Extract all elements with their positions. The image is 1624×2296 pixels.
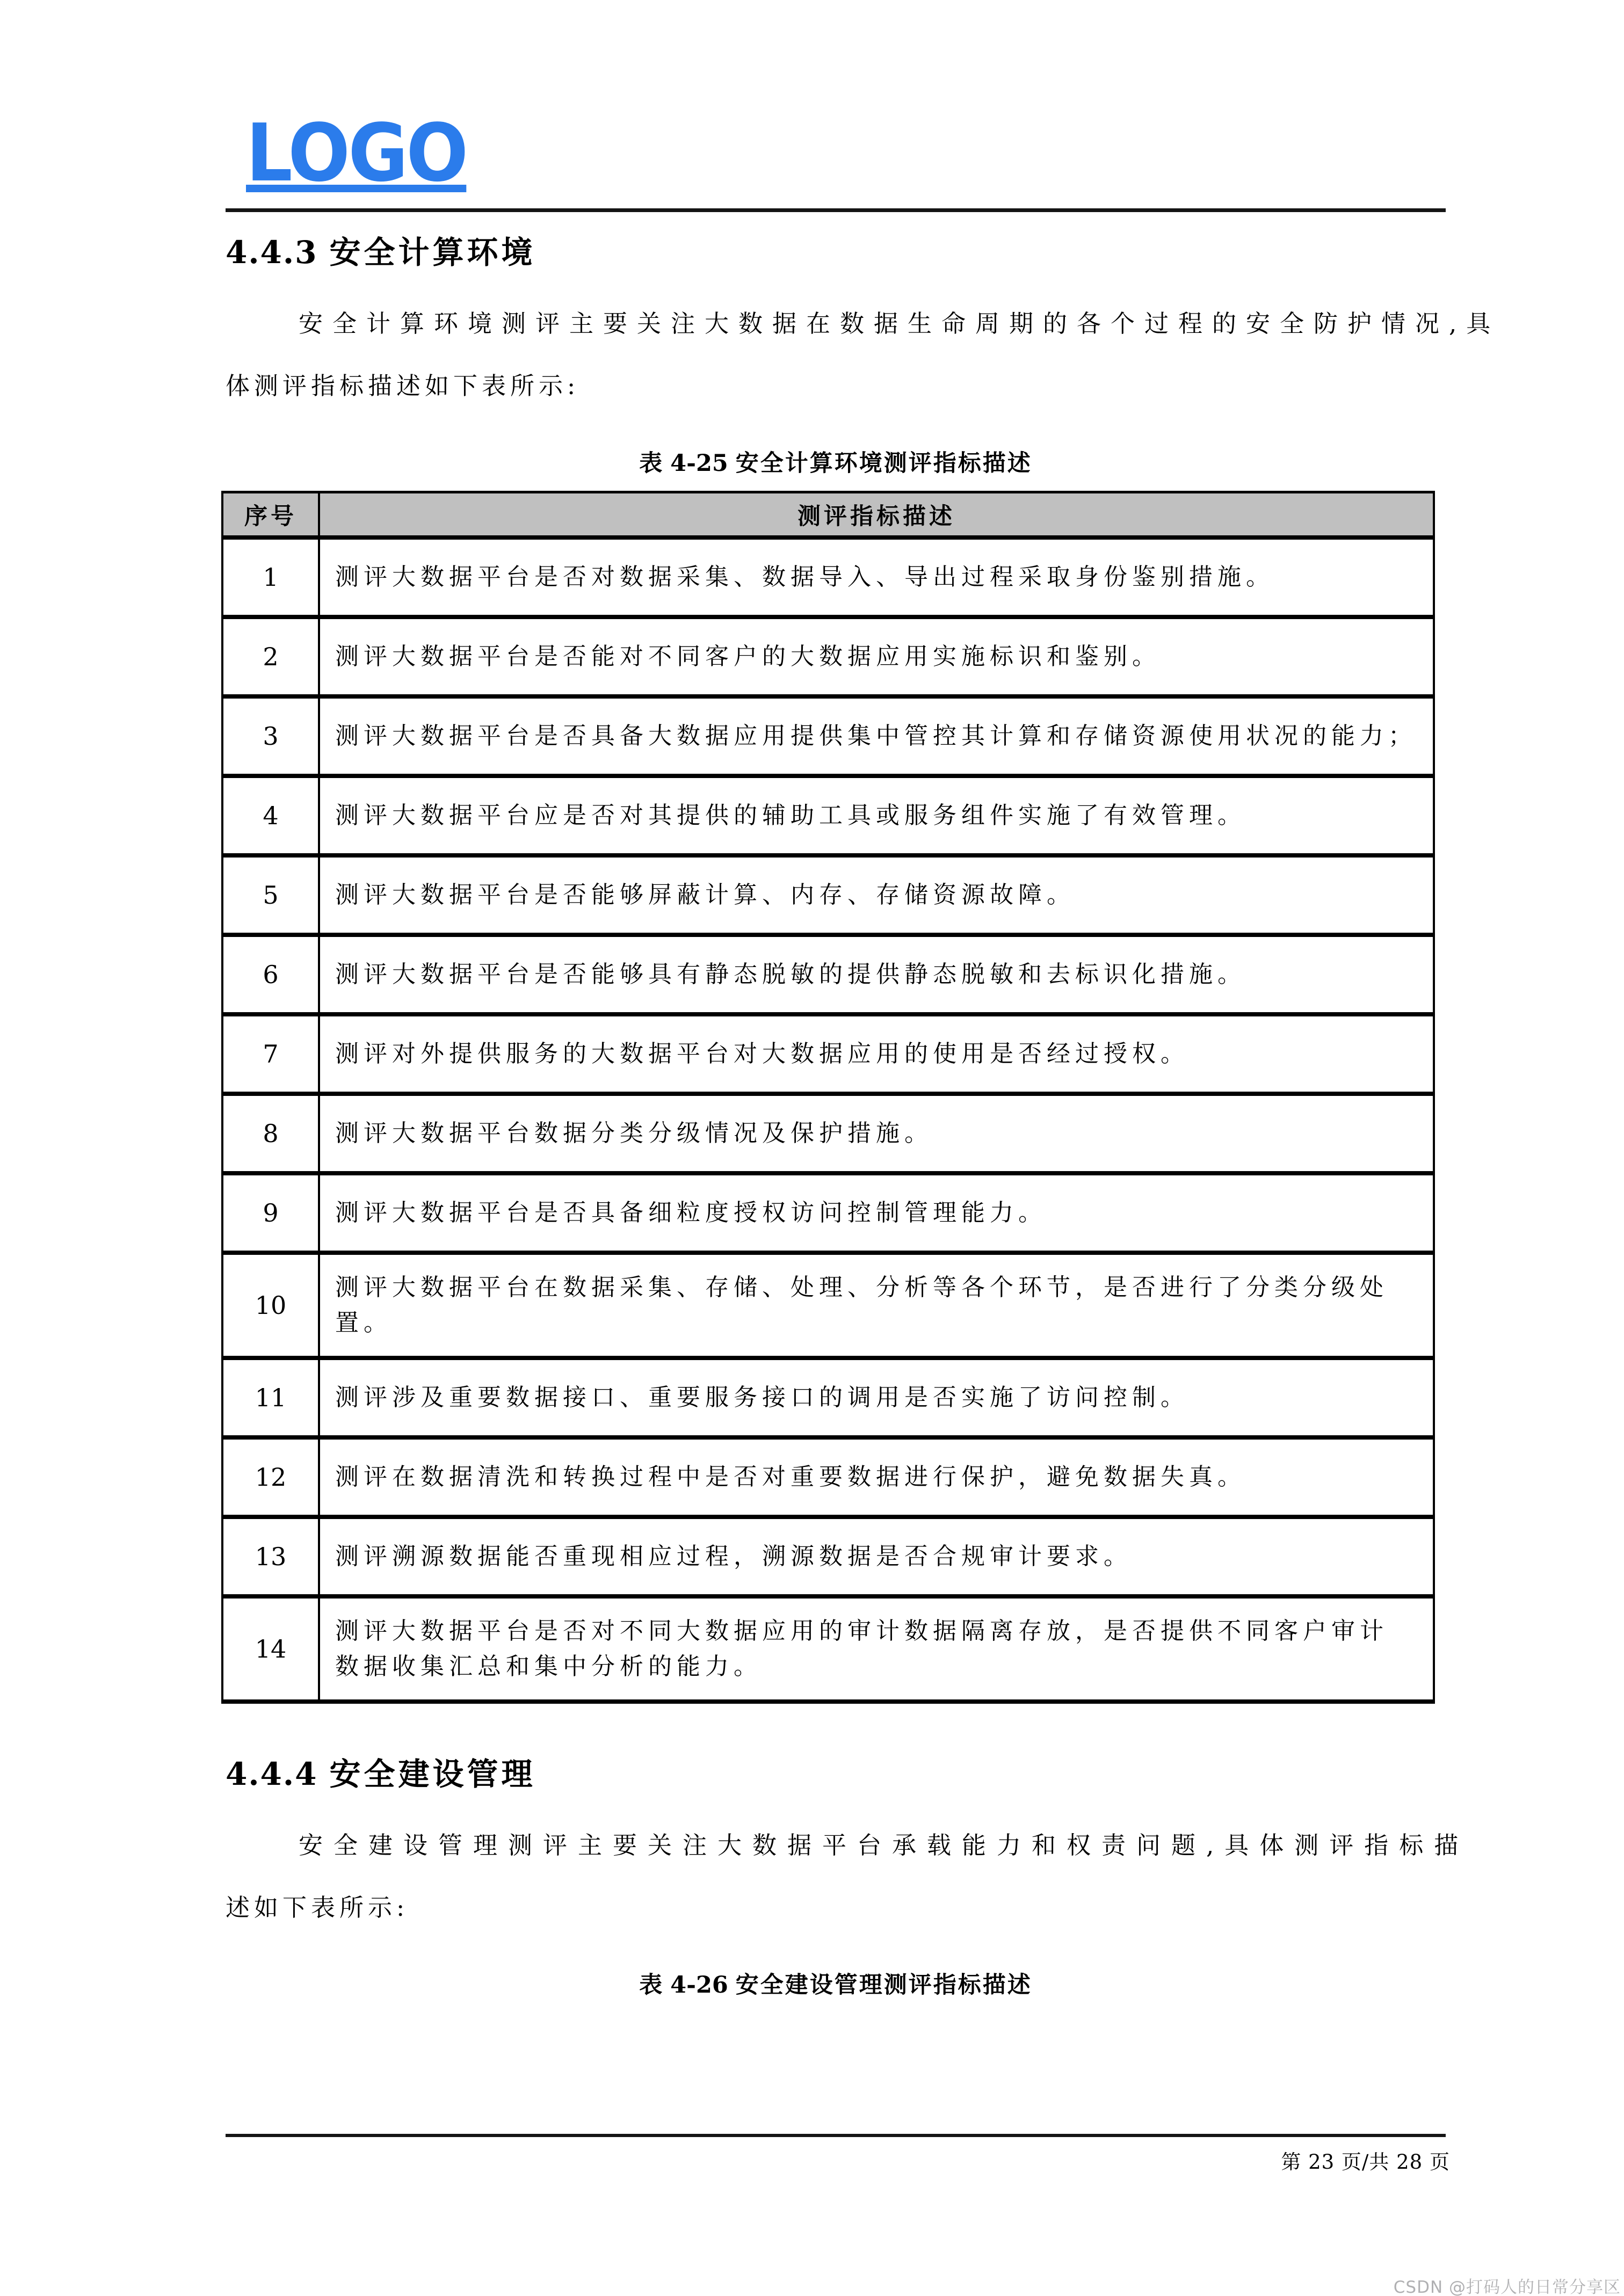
table-row: [222, 1437, 1434, 1517]
row-number-cell: 14: [222, 1596, 319, 1702]
description-line: 测评大数据平台是否具备大数据应用提供集中管控其计算和存储资源使用状况的能力；: [335, 722, 1417, 750]
table-header-row: [222, 492, 1434, 538]
paragraph-line: 体测评指标描述如下表所示:: [226, 372, 580, 400]
row-number-cell: 4: [222, 776, 319, 855]
table-row: [222, 696, 1434, 776]
table-row: [222, 1253, 1434, 1358]
row-description-cell: [319, 1094, 1434, 1173]
footer-divider: [226, 2134, 1446, 2137]
row-number-cell: 5: [222, 855, 319, 935]
column-header-description: 测评指标描述: [319, 492, 1434, 538]
csdn-watermark: CSDN @打码人的日常分享区: [1393, 2278, 1621, 2296]
row-description-cell: [319, 1358, 1434, 1437]
row-number-cell: 2: [222, 617, 319, 696]
description-line: 测评大数据平台数据分类分级情况及保护措施。: [335, 1120, 933, 1147]
table-row: [222, 1094, 1434, 1173]
page-number: 第 23 页/共 28 页: [1281, 2150, 1450, 2174]
column-header-no: 序号: [222, 492, 319, 538]
table-row: [222, 776, 1434, 855]
row-number-cell: 6: [222, 935, 319, 1014]
evaluation-indicator-table: [221, 491, 1435, 1704]
row-description-cell: [319, 537, 1434, 617]
row-description-cell: [319, 1253, 1434, 1358]
row-number-cell: 1: [222, 537, 319, 617]
table-row: [222, 855, 1434, 935]
description-line: 测评大数据平台应是否对其提供的辅助工具或服务组件实施了有效管理。: [335, 802, 1246, 829]
description-line: 测评溯源数据能否重现相应过程，溯源数据是否合规审计要求。: [335, 1543, 1132, 1570]
table-row: [222, 1014, 1434, 1094]
description-line: 数据收集汇总和集中分析的能力。: [335, 1653, 762, 1680]
row-description-cell: [319, 696, 1434, 776]
description-line: 测评大数据平台是否能够具有静态脱敏的提供静态脱敏和去标识化措施。: [335, 961, 1246, 988]
section-number: 4.4.4: [226, 1756, 318, 1792]
row-description-cell: [319, 1596, 1434, 1702]
description-line: 测评大数据平台是否对数据采集、数据导入、导出过程采取身份鉴别措施。: [335, 563, 1274, 591]
description-line: 测评在数据清洗和转换过程中是否对重要数据进行保护，避免数据失真。: [335, 1463, 1246, 1491]
row-number-cell: 8: [222, 1094, 319, 1173]
description-line: 测评大数据平台是否具备细粒度授权访问控制管理能力。: [335, 1199, 1047, 1226]
row-number-cell: 3: [222, 696, 319, 776]
table-4-25-caption: [226, 445, 1446, 478]
section-title: 安全计算环境: [329, 234, 536, 271]
table-row: [222, 1596, 1434, 1702]
section-heading-4-4-4: [226, 1749, 1624, 1794]
row-number-cell: 10: [222, 1253, 319, 1358]
section-4-4-3-paragraph: [226, 293, 1500, 417]
table-row: [222, 1173, 1434, 1253]
section-title: 安全建设管理: [329, 1756, 536, 1792]
row-description-cell: [319, 1437, 1434, 1517]
row-description-cell: [319, 776, 1434, 855]
description-line: 测评大数据平台是否对不同大数据应用的审计数据隔离存放，是否提供不同客户审计: [335, 1617, 1388, 1645]
description-line: 置。: [335, 1309, 392, 1336]
section-number: 4.4.3: [226, 234, 318, 271]
table-caption-title: 安全建设管理测评指标描述: [735, 1972, 1032, 1999]
paragraph-line: 述如下表所示:: [226, 1893, 409, 1922]
paragraph-line: 安全建设管理测评主要关注大数据平台承载能力和权责问题,具体测评指标描: [299, 1831, 1469, 1859]
row-description-cell: [319, 1173, 1434, 1253]
description-line: 测评大数据平台是否能对不同客户的大数据应用实施标识和鉴别。: [335, 643, 1161, 670]
row-description-cell: [319, 617, 1434, 696]
row-description-cell: [319, 1014, 1434, 1094]
logo: [246, 107, 467, 199]
row-description-cell: [319, 935, 1434, 1014]
table-caption-number: 表 4-26: [639, 1972, 728, 1999]
row-number-cell: 7: [222, 1014, 319, 1094]
header-divider: [226, 208, 1446, 212]
logo-text: LOGO: [246, 107, 467, 199]
table-row: [222, 1517, 1434, 1596]
table-row: [222, 537, 1434, 617]
section-4-4-4-paragraph: [226, 1814, 1469, 1939]
row-number-cell: 11: [222, 1358, 319, 1437]
row-description-cell: [319, 855, 1434, 935]
table-row: [222, 617, 1434, 696]
table-caption-number: 表 4-25: [639, 450, 728, 477]
row-description-cell: [319, 1517, 1434, 1596]
section-heading-4-4-3: [226, 227, 1624, 272]
table-row: [222, 935, 1434, 1014]
row-number-cell: 13: [222, 1517, 319, 1596]
description-line: 测评大数据平台是否能够屏蔽计算、内存、存储资源故障。: [335, 881, 1075, 909]
table-caption-title: 安全计算环境测评指标描述: [735, 450, 1032, 477]
table-row: [222, 1358, 1434, 1437]
table-4-26-caption: [226, 1967, 1446, 2000]
paragraph-line: 安全计算环境测评主要关注大数据在数据生命周期的各个过程的安全防护情况,具: [299, 309, 1500, 338]
description-line: 测评涉及重要数据接口、重要服务接口的调用是否实施了访问控制。: [335, 1384, 1189, 1411]
description-line: 测评对外提供服务的大数据平台对大数据应用的使用是否经过授权。: [335, 1040, 1189, 1067]
row-number-cell: 12: [222, 1437, 319, 1517]
row-number-cell: 9: [222, 1173, 319, 1253]
description-line: 测评大数据平台在数据采集、存储、处理、分析等各个环节，是否进行了分类分级处: [335, 1274, 1388, 1301]
